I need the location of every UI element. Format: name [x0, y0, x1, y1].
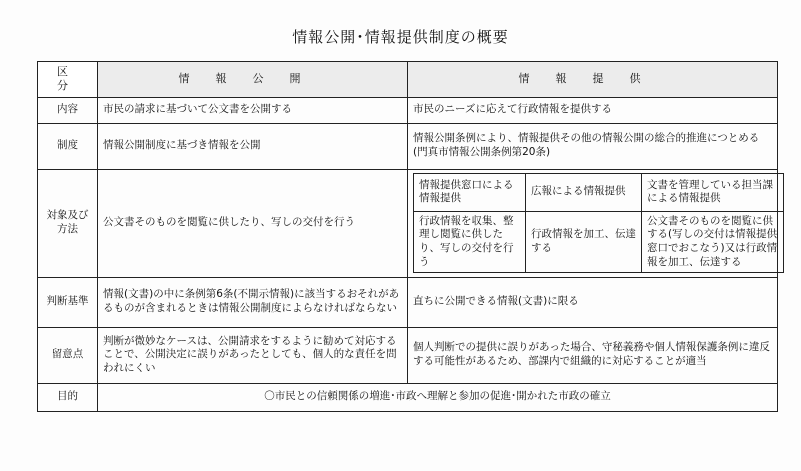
label-purpose: 目的: [38, 383, 98, 411]
purpose-value: 〇市民との信頼関係の増進･市政へ理解と参加の促進･開かれた市政の確立: [98, 383, 778, 411]
subcell-department: 公文書そのものを閲覧に供する(写しの交付は情報提供窓口でおこなう)又は行政情報を加工、伝達する: [642, 211, 784, 273]
content-disclosure: 市民の請求に基づいて公文書を公開する: [98, 97, 408, 123]
header-provision: 情報提供: [408, 62, 778, 98]
notes-provision: 個人判断での提供に誤りがあった場合、守秘義務や個人情報保護条例に違反する可能性があるため、部課内で組織的に対応することが適当: [408, 327, 778, 383]
system-disclosure: 情報公開制度に基づき情報を公開: [98, 123, 408, 169]
row-criteria: [38, 277, 778, 327]
row-content: [38, 97, 778, 123]
overview-table: [37, 61, 778, 412]
system-provision: 情報公開条例により、情報提供その他の情報公開の総合的推進につとめる(門真市情報公開条例第20条): [408, 123, 778, 169]
row-notes: [38, 327, 778, 383]
label-scope: 対象及び方法: [38, 169, 98, 277]
row-scope: [38, 169, 778, 277]
row-system: [38, 123, 778, 169]
subcell-pr: 行政情報を加工、伝達する: [526, 211, 642, 273]
scope-subcell-row: [414, 211, 784, 273]
label-criteria: 判断基準: [38, 277, 98, 327]
row-purpose: [38, 383, 778, 411]
page-title: 情報公開･情報提供制度の概要: [292, 28, 509, 46]
label-notes: 留意点: [38, 327, 98, 383]
scope-provision: [408, 169, 778, 277]
criteria-disclosure: 情報(文書)の中に条例第6条(不開示情報)に該当するおそれがあるものが含まれるときは情報公開制度によらなければならない: [98, 277, 408, 327]
header-row: [38, 62, 778, 98]
header-disclosure: 情報公開: [98, 62, 408, 98]
criteria-provision: 直ちに公開できる情報(文書)に限る: [408, 277, 778, 327]
scope-disclosure: 公文書そのものを閲覧に供したり、写しの交付を行う: [98, 169, 408, 277]
subcell-window: 行政情報を収集、整理し閲覧に供したり、写しの交付を行う: [414, 211, 526, 273]
label-content: 内容: [38, 97, 98, 123]
header-category: 区 分: [38, 62, 98, 98]
label-system: 制度: [38, 123, 98, 169]
notes-disclosure: 判断が微妙なケースは、公開請求をするように勧めて対応することで、公開決定に誤りがあったとしても、個人的な責任を問われにくい: [98, 327, 408, 383]
scope-subtable: [413, 173, 784, 274]
subheader-window: 情報提供窓口による情報提供: [414, 173, 526, 211]
subheader-department: 文書を管理している担当課による情報提供: [642, 173, 784, 211]
scope-subheader-row: [414, 173, 784, 211]
subheader-pr: 広報による情報提供: [526, 173, 642, 211]
content-provision: 市民のニーズに応えて行政情報を提供する: [408, 97, 778, 123]
